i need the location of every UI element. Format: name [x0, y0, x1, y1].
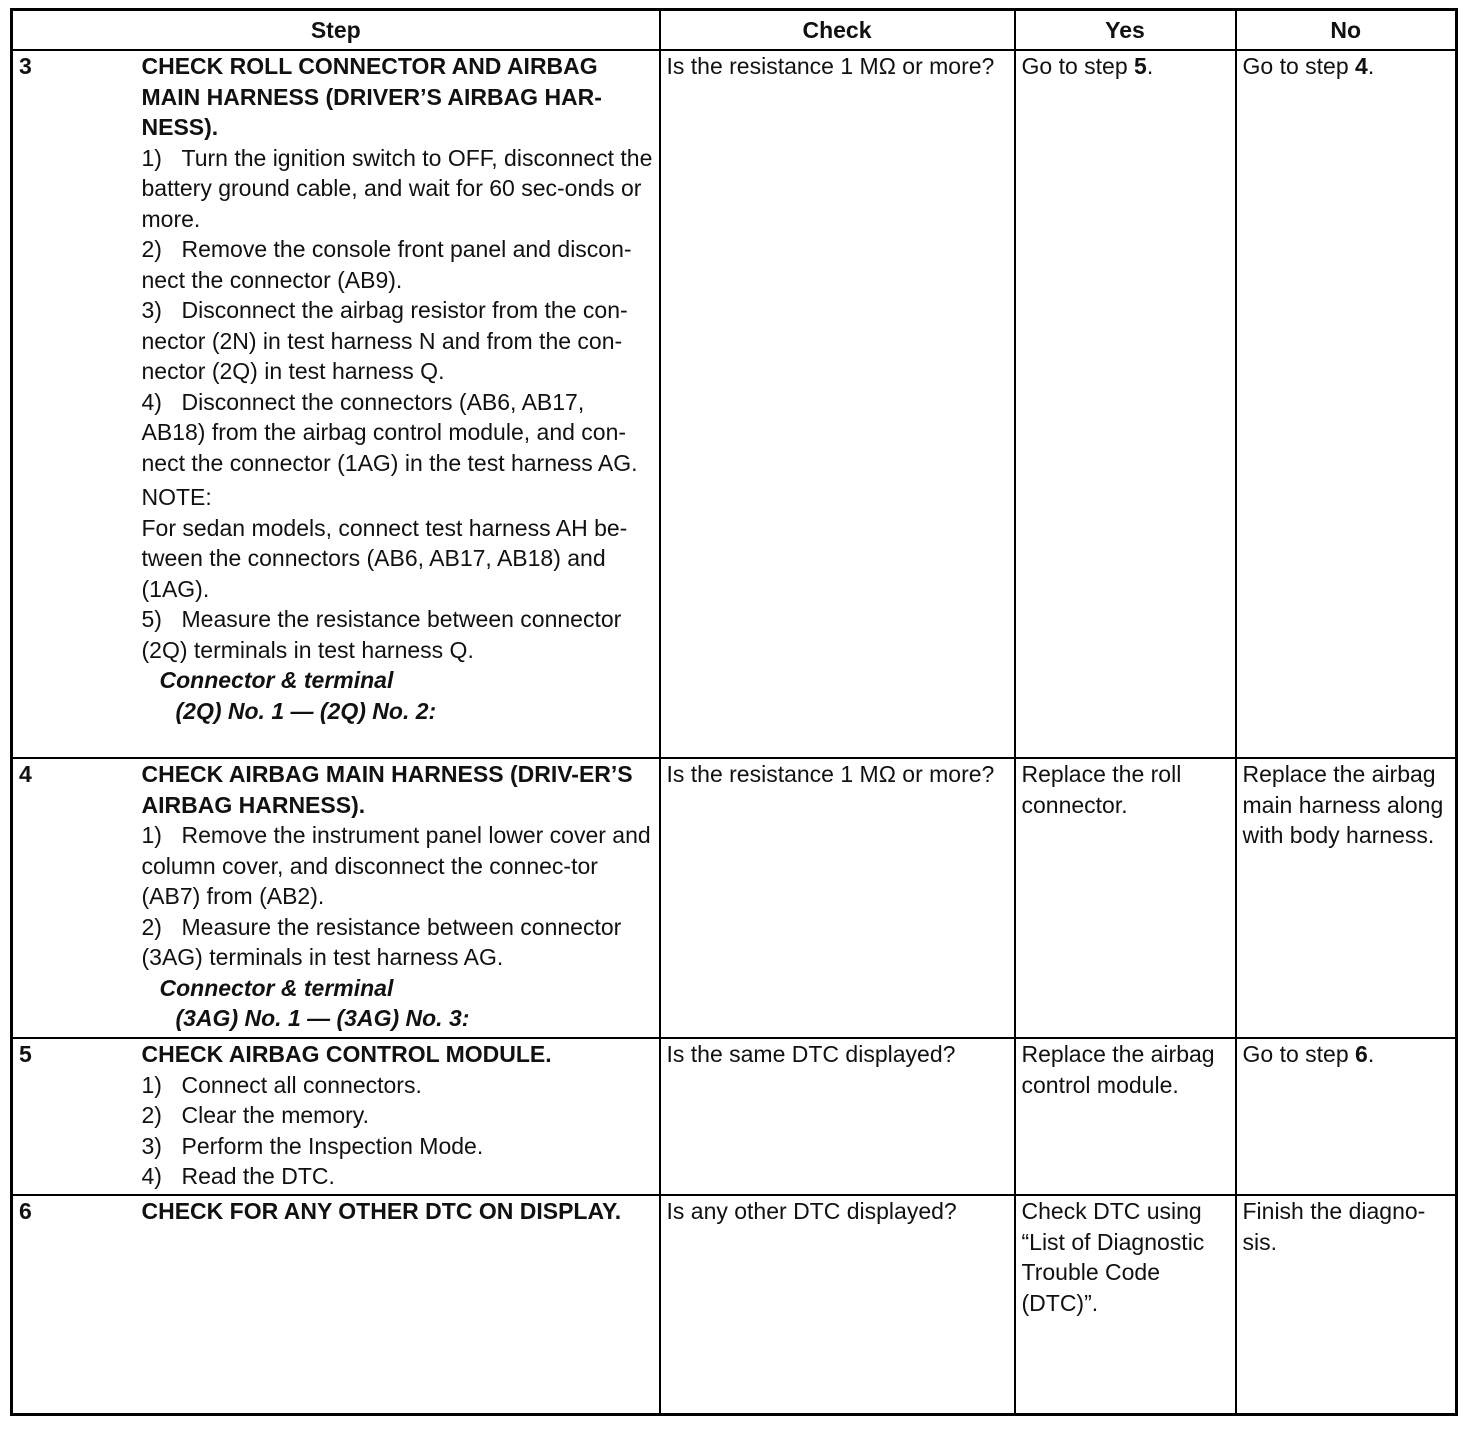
connector-terminal-title: Connector & terminal [159, 667, 394, 693]
step-number: 5 [12, 1038, 136, 1195]
no-suffix: . [1367, 53, 1375, 79]
no-suffix: . [1367, 1041, 1375, 1067]
no-step-ref: 4 [1355, 53, 1368, 79]
step-instruction [142, 1161, 653, 1192]
instruction-index: 4) [141, 1163, 162, 1189]
connector-terminal-title: Connector & terminal [159, 974, 394, 1001]
diagnostic-procedure-table [10, 8, 1458, 1416]
step-instruction [142, 604, 653, 665]
table-row-step-4 [12, 758, 1457, 1038]
connector-terminal-value: (3AG) No. 1 — (3AG) No. 3: [175, 1005, 470, 1031]
no-action [1236, 50, 1457, 758]
yes-prefix: Go to step [1021, 53, 1135, 79]
instruction-index: 1) [141, 1071, 162, 1098]
no-prefix: Go to step [1242, 1041, 1356, 1067]
connector-terminal-value: (2Q) No. 1 — (2Q) No. 2: [175, 697, 437, 724]
step-description [136, 1195, 660, 1415]
table-row-step-3 [12, 50, 1457, 758]
instruction-index: 2) [141, 236, 162, 262]
instruction-text: Measure the resistance between connector (2Q) terminals in test harness Q. [141, 606, 622, 663]
step-title: CHECK FOR ANY OTHER DTC ON DISPLAY. [141, 1198, 622, 1224]
check-question: Is the same DTC displayed? [660, 1038, 1015, 1195]
step-instruction [142, 1131, 653, 1162]
no-action: Replace the airbag main harness along with body harness. [1236, 758, 1457, 1038]
step-number: 6 [12, 1195, 136, 1415]
header-no: No [1236, 10, 1457, 51]
no-action: Finish the diagno-sis. [1236, 1195, 1457, 1415]
check-question: Is any other DTC displayed? [660, 1195, 1015, 1415]
step-instruction [142, 1070, 653, 1101]
no-step-ref: 6 [1355, 1041, 1368, 1067]
step-instruction [142, 820, 653, 912]
instruction-text: Turn the ignition switch to OFF, disconnect the battery ground cable, and wait for 60 sec-onds or more. [141, 144, 653, 232]
instruction-text: Clear the memory. [181, 1102, 369, 1128]
instruction-text: Disconnect the airbag resistor from the con-nector (2N) in test harness N and from the con-nector (2Q) in test harness Q. [141, 297, 628, 384]
yes-action: Replace the airbag control module. [1015, 1038, 1236, 1195]
no-action [1236, 1038, 1457, 1195]
instruction-text: Read the DTC. [181, 1163, 335, 1189]
check-question: Is the resistance 1 MΩ or more? [660, 758, 1015, 1038]
instruction-index: 2) [141, 913, 162, 940]
yes-suffix: . [1146, 53, 1154, 79]
instruction-index: 1) [141, 144, 162, 171]
step-instruction [142, 143, 653, 235]
instruction-index: 3) [141, 1132, 162, 1159]
yes-step-ref: 5 [1134, 53, 1147, 79]
step-instruction [142, 234, 653, 295]
step-title: CHECK AIRBAG CONTROL MODULE. [141, 1041, 552, 1067]
step-instruction [142, 1100, 653, 1131]
step-description [136, 758, 660, 1038]
step-instruction [142, 295, 653, 387]
note-text: For sedan models, connect test harness AH be-tween the connectors (AB6, AB17, AB18) and (1AG). [141, 514, 628, 602]
step-number: 4 [12, 758, 136, 1038]
table-row-step-5 [12, 1038, 1457, 1195]
header-yes: Yes [1015, 10, 1236, 51]
step-description [136, 1038, 660, 1195]
table-row-step-6 [12, 1195, 1457, 1415]
instruction-text: Remove the console front panel and discon-nect the connector (AB9). [141, 236, 632, 293]
instruction-text: Measure the resistance between connector (3AG) terminals in test harness AG. [141, 913, 622, 970]
instruction-index: 4) [141, 388, 162, 415]
instruction-index: 5) [141, 606, 162, 632]
header-row [12, 10, 1457, 51]
instruction-text: Perform the Inspection Mode. [181, 1132, 484, 1159]
instruction-text: Disconnect the connectors (AB6, AB17, AB18) from the airbag control module, and con-nect the connector (1AG) in the test harness AG. [141, 388, 638, 476]
instruction-text: Remove the instrument panel lower cover and column cover, and disconnect the connec-tor (AB7) from (AB2). [141, 822, 651, 909]
header-step: Step [12, 10, 660, 51]
header-check: Check [660, 10, 1015, 51]
no-prefix: Go to step [1242, 53, 1356, 79]
step-number: 3 [12, 50, 136, 758]
instruction-index: 3) [141, 297, 162, 323]
step-instruction [142, 387, 653, 479]
instruction-index: 2) [141, 1102, 162, 1128]
yes-action [1015, 50, 1236, 758]
instruction-text: Connect all connectors. [181, 1071, 422, 1098]
step-title: CHECK AIRBAG MAIN HARNESS (DRIV-ER’S AIRBAG HARNESS). [141, 761, 633, 818]
step-title: CHECK ROLL CONNECTOR AND AIRBAG MAIN HARNESS (DRIVER’S AIRBAG HAR-NESS). [141, 53, 602, 140]
check-question: Is the resistance 1 MΩ or more? [660, 50, 1015, 758]
step-instruction [142, 912, 653, 973]
yes-action: Replace the roll connector. [1015, 758, 1236, 1038]
yes-action: Check DTC using “List of Diagnostic Trouble Code (DTC)”. [1015, 1195, 1236, 1415]
note-label: NOTE: [141, 484, 212, 510]
step-description [136, 50, 660, 758]
instruction-index: 1) [141, 822, 162, 848]
